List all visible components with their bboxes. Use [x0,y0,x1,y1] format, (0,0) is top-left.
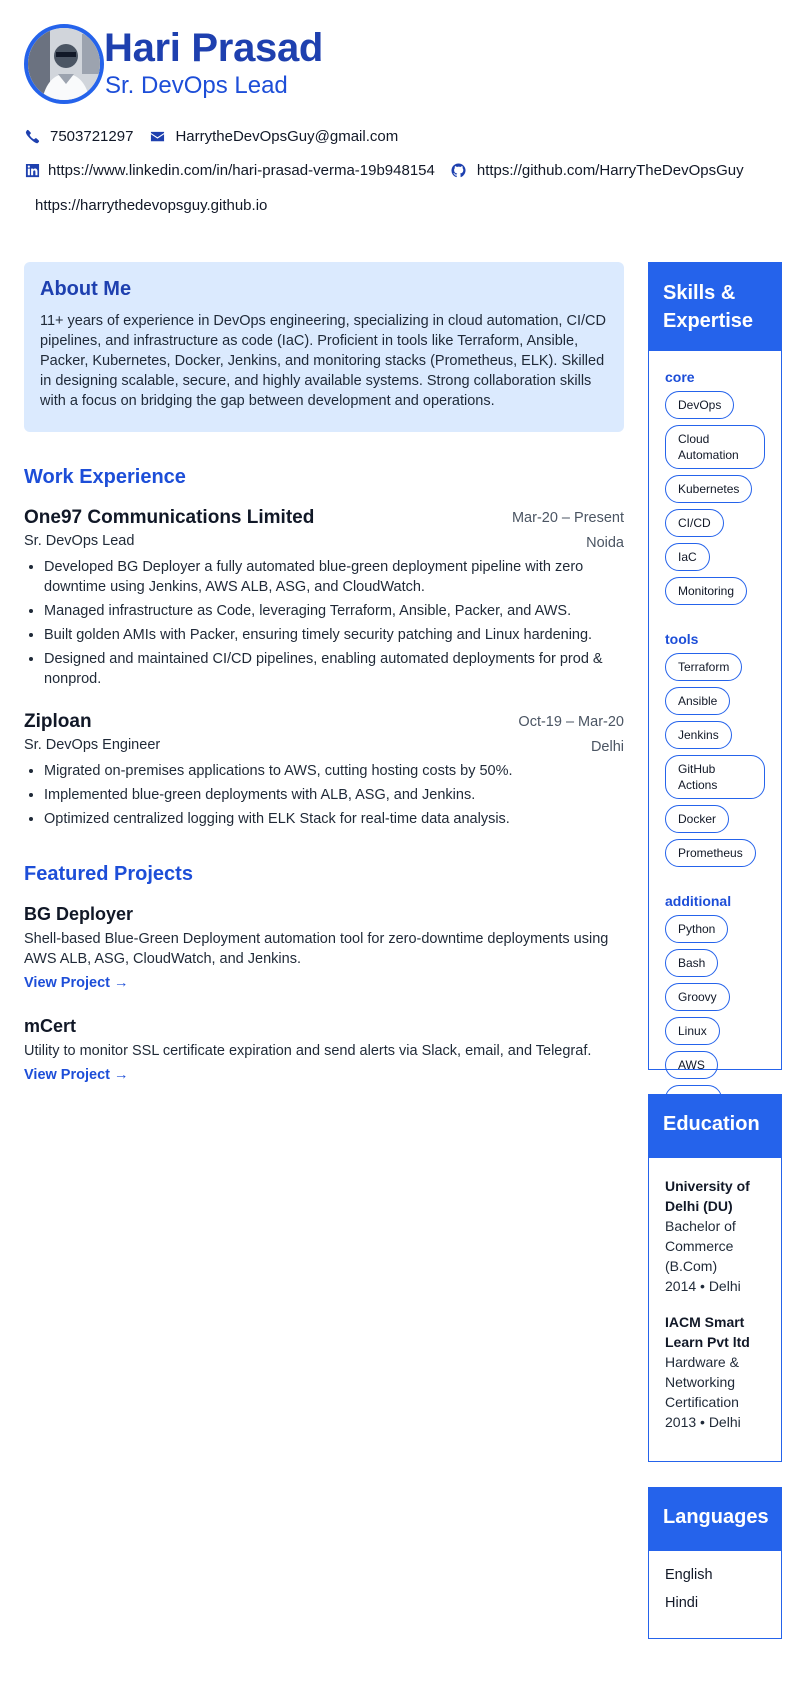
language-item: English [665,1567,713,1583]
projects-heading: Featured Projects [24,863,193,885]
job-bullet: • Designed and maintained CI/CD pipelines, enabling automated deployments for prod & nonprod. [44,649,624,689]
job-item [24,507,624,689]
contact-github[interactable] [451,162,744,179]
view-project-link[interactable]: View Project → [24,1067,129,1083]
contact-website-text: https://harrythedevopsguy.github.io [35,196,268,214]
skill-category [665,893,765,1119]
job-role: Sr. DevOps Engineer [24,737,161,753]
contact-linkedin-text: https://www.linkedin.com/in/hari-prasad-verma-19b948154 [48,161,435,179]
education-body [649,1158,781,1462]
education-item [665,1176,765,1296]
skill-pill: Linux [665,1017,720,1045]
education-degree: Hardware & Networking Certification [665,1354,739,1410]
skill-pill: IaC [665,543,710,571]
skill-pill: AWS [665,1051,718,1079]
education-box [648,1094,782,1462]
envelope-icon [149,128,165,144]
resume-name: Hari Prasad [104,26,324,70]
skills-box [648,262,782,1070]
phone-icon [24,128,40,144]
skill-pill: Python [665,915,728,943]
contact-phone[interactable] [24,128,133,145]
job-company: One97 Communications Limited [24,507,315,528]
skill-pill: CI/CD [665,509,724,537]
skill-pill: Bash [665,949,718,977]
about-text: 11+ years of experience in DevOps engineering, specializing in cloud automation, CI/CD pipelines, and infrastructure as code (IaC). Proficient in tools like Terraform, Ansible, Packer, Kubernetes, Docker, Jenkins, and monitoring stacks (Prometheus, ELK). Skilled in designing scalable, secure, and highly available systems. Strong collaboration skills with a focus on bridging the gap between development and operations. [40,313,606,409]
job-bullet: • Migrated on-premises applications to AWS, cutting hosting costs by 50%. [44,761,624,781]
project-name: mCert [24,1016,77,1036]
education-meta: 2014 • Delhi [665,1278,741,1294]
project-name: BG Deployer [24,904,134,924]
job-bullet: • Built golden AMIs with Packer, ensuring timely security patching and Linux hardening. [44,625,624,645]
contact-website[interactable] [35,197,267,214]
languages-heading: Languages [649,1488,781,1551]
contact-row-1 [24,124,414,148]
skill-pill: Groovy [665,983,730,1011]
education-school: University of Delhi (DU) [665,1178,750,1214]
view-project-link[interactable]: View Project → [24,975,129,991]
about-heading: About Me [40,278,132,300]
job-dates: Mar-20 – Present [511,510,624,526]
contact-phone-text: 7503721297 [50,127,134,145]
job-bullets [24,761,624,829]
job-bullet: • Managed infrastructure as Code, leveraging Terraform, Ansible, Packer, and AWS. [44,601,624,621]
skills-body [649,351,781,1133]
education-meta: 2013 • Delhi [665,1414,741,1430]
skill-pills [665,653,765,873]
project-description: Shell-based Blue-Green Deployment automation tool for zero-downtime deployments using AWS ALB, ASG, CloudWatch, and Jenkins. [24,931,609,967]
contact-email[interactable] [149,128,398,145]
skill-pill: Monitoring [665,577,747,605]
languages-body [649,1551,781,1631]
skills-heading: Skills & Expertise [649,263,781,351]
skill-category-label: core [665,369,695,385]
job-bullet: • Optimized centralized logging with ELK Stack for real-time data analysis. [44,809,624,829]
contact-github-text: https://github.com/HarryTheDevOpsGuy [476,161,744,179]
job-role: Sr. DevOps Lead [24,533,135,549]
languages-box [648,1487,782,1639]
skill-pill: Kubernetes [665,475,752,503]
skill-pills [665,915,765,1119]
skill-pill: Ansible [665,687,730,715]
job-bullet: • Developed BG Deployer a fully automated blue-green deployment pipeline with zero downtime using Jenkins, AWS ALB, ASG, and CloudWatch. [44,557,624,597]
contact-linkedin[interactable] [24,162,435,179]
skill-pill: DevOps [665,391,734,419]
job-location: Delhi [590,739,624,755]
contact-row-3 [35,193,283,217]
education-item [665,1312,765,1432]
skill-pill: Terraform [665,653,742,681]
education-heading: Education [649,1095,781,1158]
skill-pill: Docker [665,805,729,833]
skill-pill: GitHub Actions [665,755,765,799]
main-column [24,262,624,1084]
contact-row-2 [24,158,760,182]
skill-pill: Jenkins [665,721,732,749]
contact-email-text: HarrytheDevOpsGuy@gmail.com [175,127,399,145]
job-dates: Oct-19 – Mar-20 [518,714,624,730]
job-item [24,711,624,829]
language-item: Hindi [665,1595,699,1611]
skill-category-label: additional [665,893,732,909]
avatar-photo [28,28,100,100]
skill-pill: Cloud Automation [665,425,765,469]
experience-heading: Work Experience [24,466,186,488]
skill-pill: Prometheus [665,839,756,867]
github-icon [451,162,467,178]
avatar [24,24,104,104]
skill-category [665,369,765,611]
linkedin-icon [24,162,40,178]
about-section [24,262,624,432]
job-company: Ziploan [24,711,92,732]
skill-pills [665,391,765,611]
resume-header [24,24,784,104]
education-school: IACM Smart Learn Pvt ltd [665,1314,750,1350]
job-bullets [24,557,624,689]
job-bullet: • Implemented blue-green deployments with ALB, ASG, and Jenkins. [44,785,624,805]
skill-category-label: tools [665,631,699,647]
project-item [24,904,624,992]
resume-title: Sr. DevOps Lead [105,72,288,99]
education-degree: Bachelor of Commerce (B.Com) [665,1218,736,1274]
project-description: Utility to monitor SSL certificate expiration and send alerts via Slack, email, and Telegraf. [24,1043,592,1059]
project-item [24,1016,624,1084]
skill-category [665,631,765,873]
job-location: Noida [586,535,624,551]
